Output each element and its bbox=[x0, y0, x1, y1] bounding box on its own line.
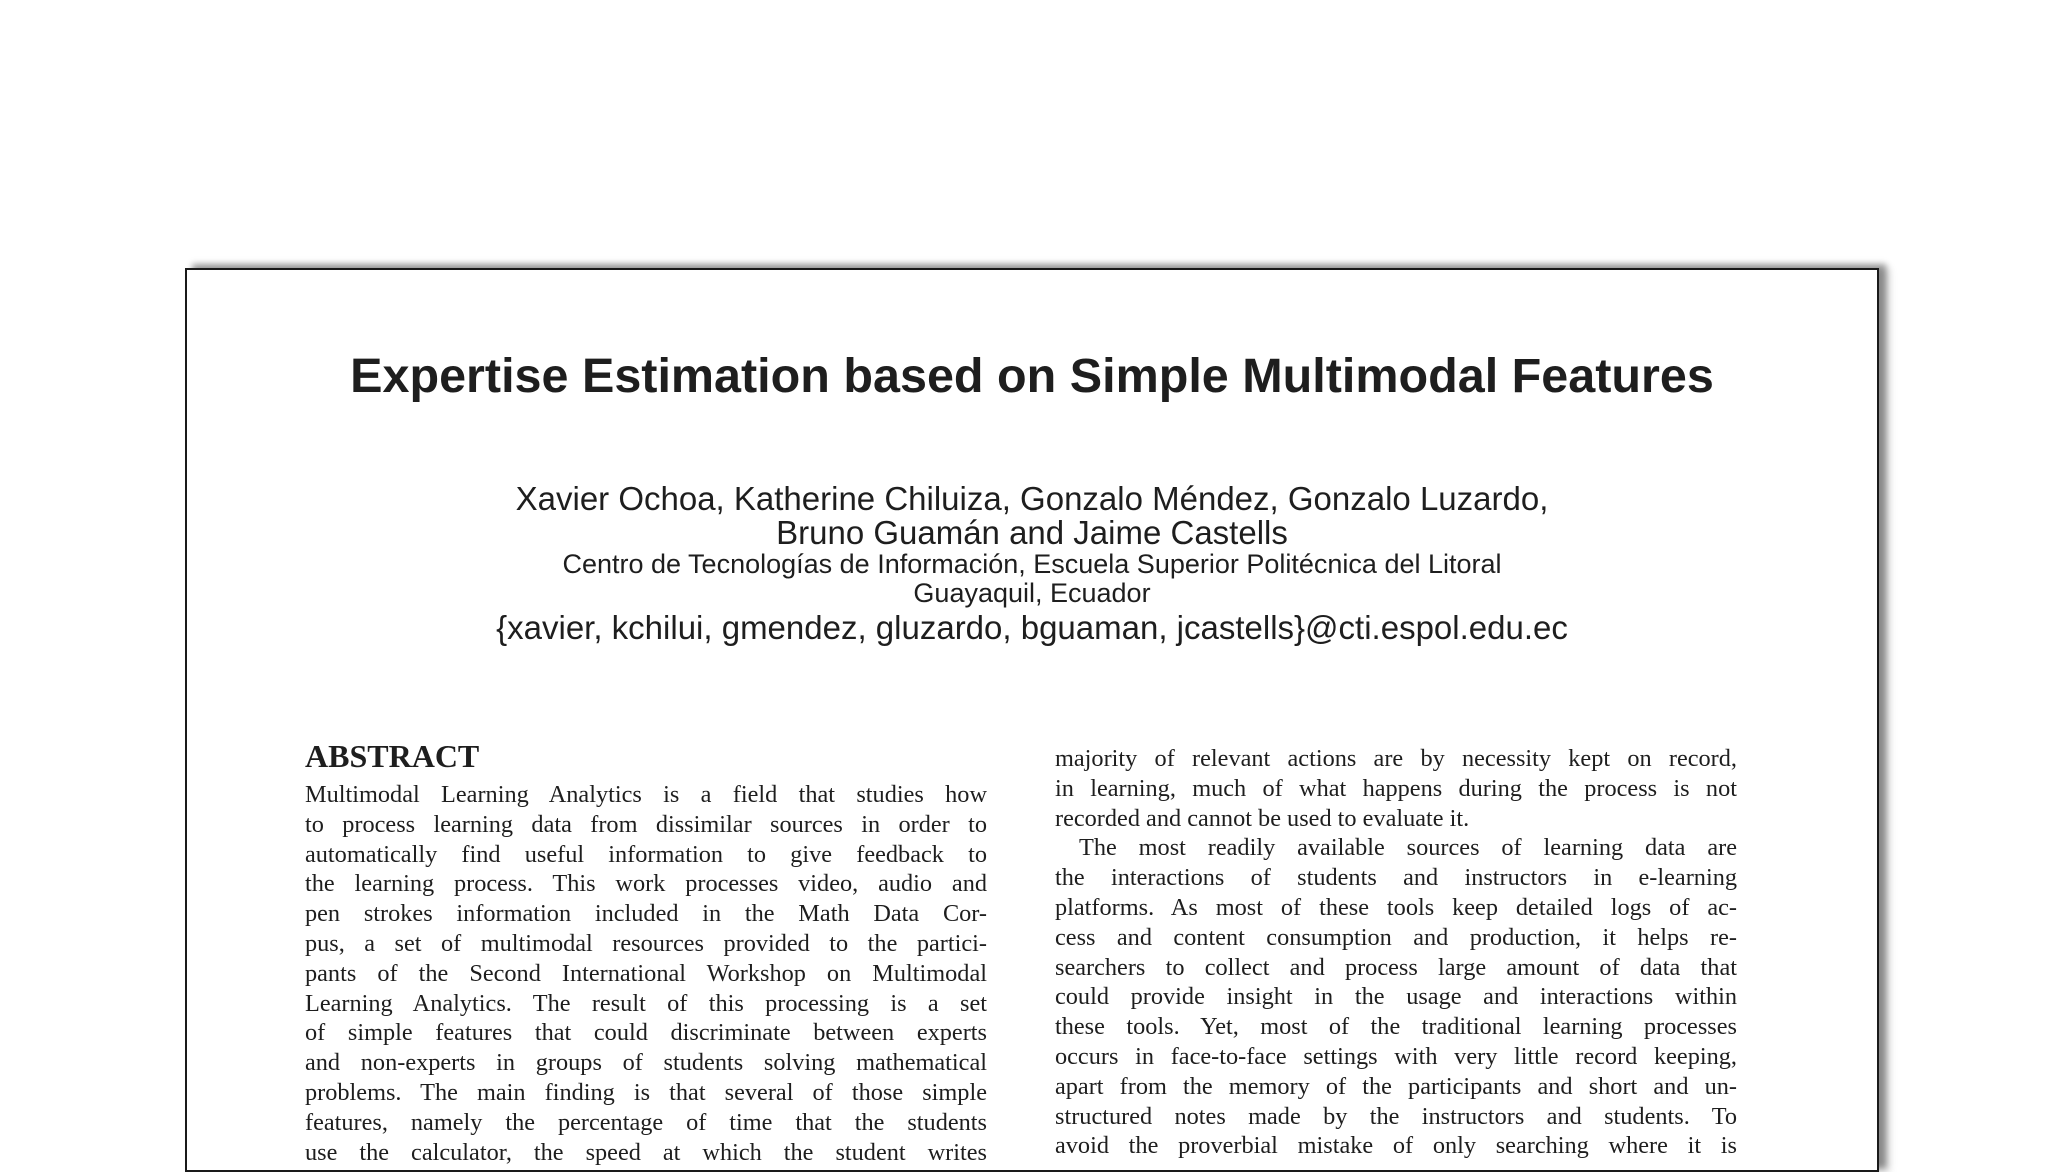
location: Guayaquil, Ecuador bbox=[913, 578, 1151, 608]
paper-title: Expertise Estimation based on Simple Multimodal Features bbox=[350, 349, 1714, 403]
text-line: searchers to collect and process large amount of data that bbox=[1055, 953, 1737, 981]
text-line: cess and content consumption and production, it helps re- bbox=[1055, 923, 1737, 951]
paper-page bbox=[185, 268, 1879, 1172]
text-line: in learning, much of what happens during the process is not bbox=[1055, 774, 1737, 802]
abstract-heading: ABSTRACT bbox=[305, 738, 480, 774]
text-line: automatically find useful information to give feedback to bbox=[305, 840, 987, 868]
text-line: structured notes made by the instructors and students. To bbox=[1055, 1102, 1737, 1130]
paragraph-2 bbox=[1055, 833, 1737, 1161]
right-column bbox=[1055, 744, 1737, 1161]
author-block bbox=[187, 482, 1877, 648]
author-emails: {xavier, kchilui, gmendez, gluzardo, bguaman, jcastells}@cti.espol.edu.ec bbox=[496, 609, 1568, 646]
text-line: these tools. Yet, most of the traditional learning processes bbox=[1055, 1013, 1737, 1041]
text-line: majority of relevant actions are by necessity kept on record, bbox=[1055, 745, 1737, 772]
text-line: to process learning data from dissimilar sources in order to bbox=[305, 810, 987, 838]
text-line: Multimodal Learning Analytics is a field that studies how bbox=[305, 781, 987, 808]
author-list-line-2: Bruno Guamán and Jaime Castells bbox=[776, 514, 1288, 551]
text-line: features, namely the percentage of time that the students bbox=[305, 1108, 987, 1136]
text-line: apart from the memory of the participants and short and un- bbox=[1055, 1072, 1737, 1100]
abstract-column bbox=[305, 738, 987, 1167]
text-line: the learning process. This work processes video, audio and bbox=[305, 870, 987, 898]
text-line: The most readily available sources of learning data are bbox=[1079, 834, 1737, 862]
affiliation: Centro de Tecnologías de Información, Escuela Superior Politécnica del Litoral bbox=[562, 549, 1502, 579]
text-line: pen strokes information included in the Math Data Cor- bbox=[305, 900, 987, 928]
text-line: recorded and cannot be used to evaluate it. bbox=[1055, 804, 1470, 832]
abstract-text bbox=[305, 780, 987, 1167]
text-line: occurs in face-to-face settings with very little record keeping, bbox=[1055, 1042, 1737, 1070]
text-line: of simple features that could discriminate between experts bbox=[305, 1019, 987, 1047]
paragraph-1 bbox=[1055, 744, 1737, 833]
text-line: avoid the proverbial mistake of only searching where it is bbox=[1055, 1132, 1737, 1160]
text-line: platforms. As most of these tools keep detailed logs of ac- bbox=[1055, 893, 1737, 921]
text-line: and non-experts in groups of students solving mathematical bbox=[305, 1049, 987, 1077]
text-line: pus, a set of multimodal resources provided to the partici- bbox=[305, 929, 987, 957]
author-list-line-1: Xavier Ochoa, Katherine Chiluiza, Gonzalo Méndez, Gonzalo Luzardo, bbox=[515, 480, 1549, 517]
text-line: could provide insight in the usage and interactions within bbox=[1055, 983, 1737, 1011]
text-line: use the calculator, the speed at which the student writes bbox=[305, 1138, 987, 1166]
text-line: Learning Analytics. The result of this processing is a set bbox=[305, 989, 987, 1017]
text-line: pants of the Second International Workshop on Multimodal bbox=[305, 959, 987, 987]
text-line: problems. The main finding is that several of those simple bbox=[305, 1078, 987, 1106]
text-line: the interactions of students and instructors in e-learning bbox=[1055, 864, 1737, 892]
